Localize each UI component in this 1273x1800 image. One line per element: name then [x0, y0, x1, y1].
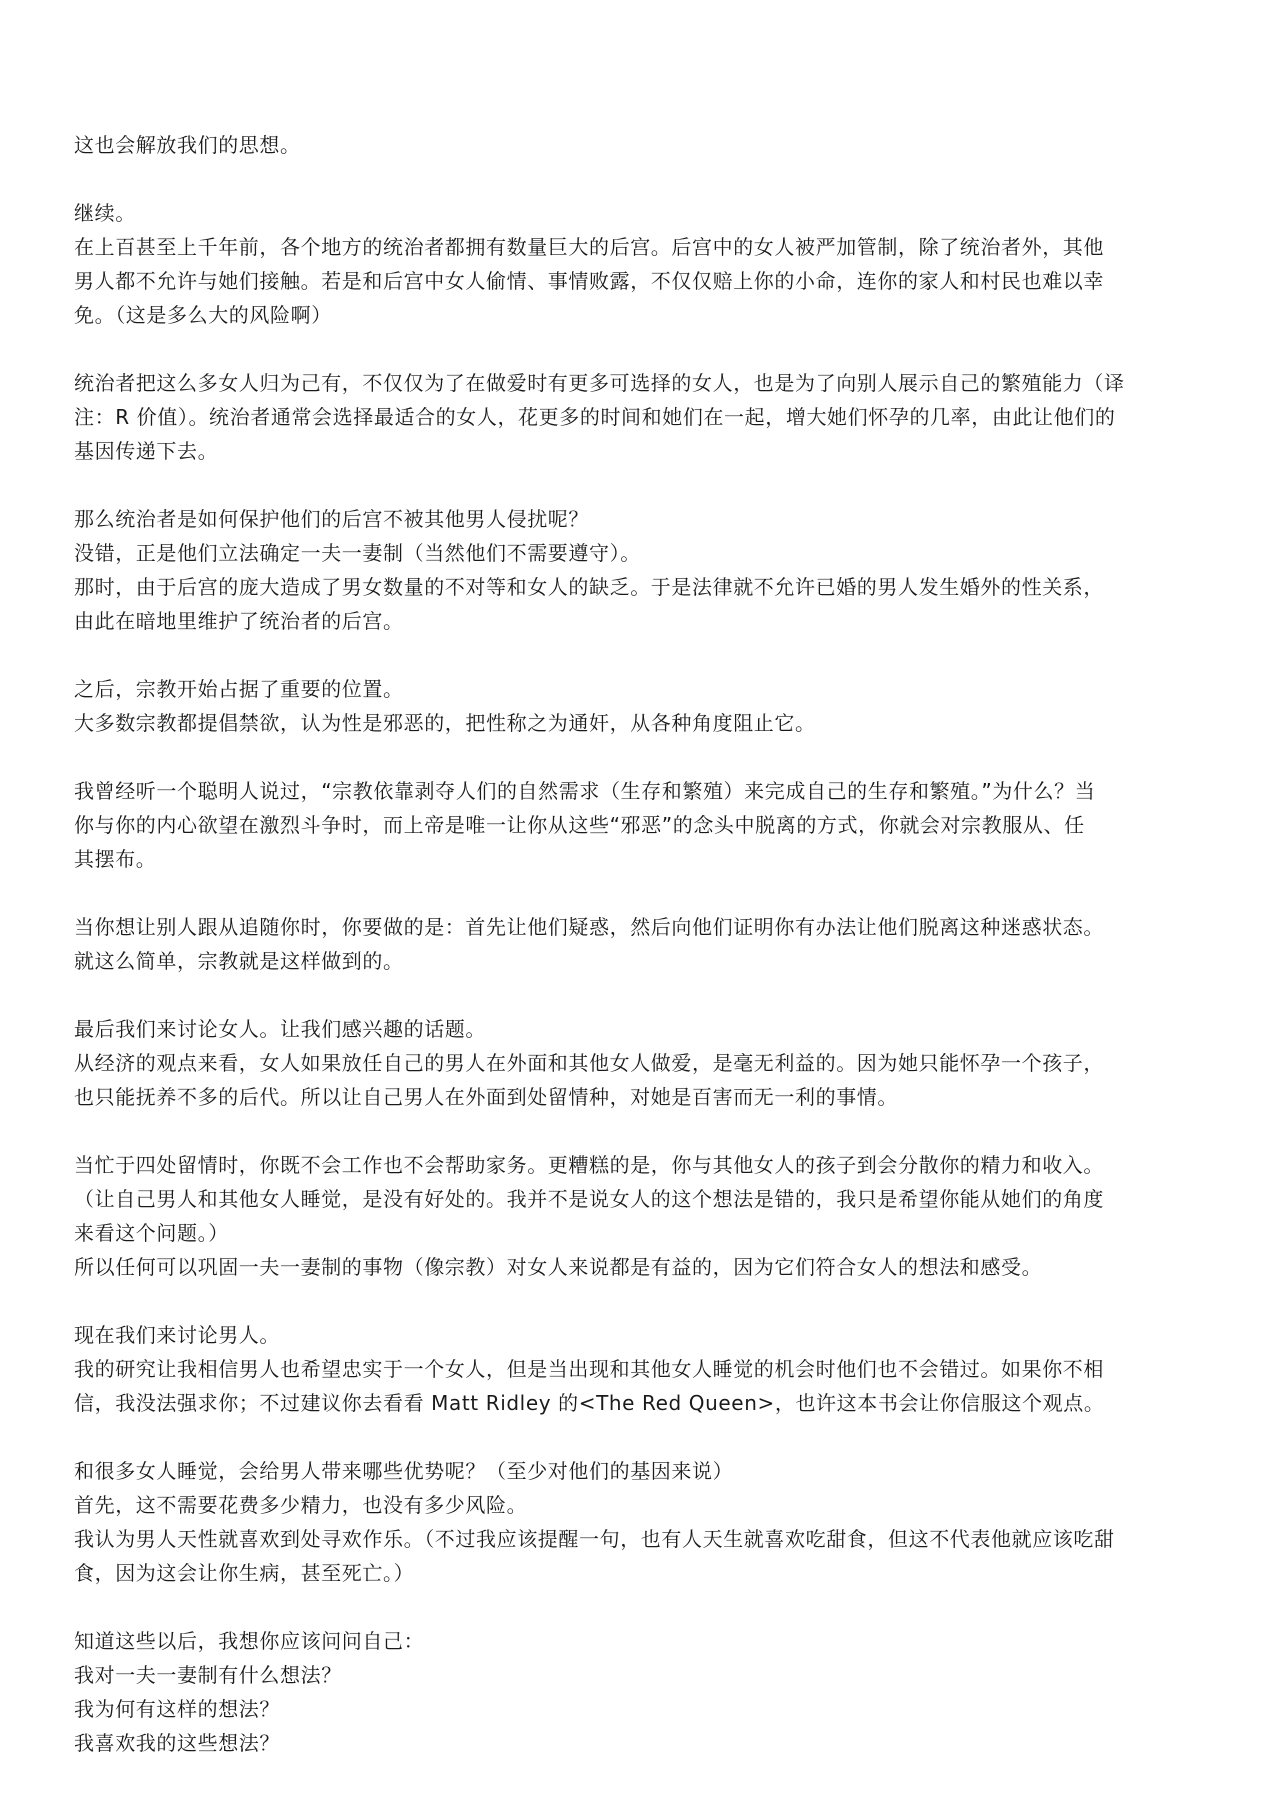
paragraph [74, 1454, 1204, 1590]
text-line: 食，因为这会让你生病，甚至死亡。） [74, 1561, 415, 1585]
text-line: 大多数宗教都提倡禁欲，认为性是邪恶的，把性称之为通奸，从各种角度阻止它。 [74, 711, 816, 735]
text-line: 也只能抚养不多的后代。所以让自己男人在外面到处留情种，对她是百害而无一利的事情。 [74, 1085, 898, 1109]
text-line: 知道这些以后，我想你应该问问自己： [74, 1629, 425, 1653]
text-line: 统治者把这么多女人归为己有，不仅仅为了在做爱时有更多可选择的女人，也是为了向别人展示自己的繁殖能力（译 [74, 371, 1125, 395]
paragraph [74, 196, 1204, 332]
text-line: 首先，这不需要花费多少精力，也没有多少风险。 [74, 1493, 528, 1517]
text-line: 和很多女人睡觉，会给男人带来哪些优势呢？（至少对他们的基因来说） [74, 1459, 734, 1483]
text-line: 最后我们来讨论女人。让我们感兴趣的话题。 [74, 1017, 486, 1041]
text-line: 现在我们来讨论男人。 [74, 1323, 280, 1347]
paragraph [74, 128, 1204, 162]
paragraph [74, 1012, 1204, 1114]
paragraph [74, 502, 1204, 638]
text-line: 在上百甚至上千年前，各个地方的统治者都拥有数量巨大的后宫。后宫中的女人被严加管制，除了统治者外，其他 [74, 235, 1104, 259]
paragraph [74, 366, 1204, 468]
text-line: 我喜欢我的这些想法？ [74, 1731, 280, 1755]
text-line: 我认为男人天性就喜欢到处寻欢作乐。（不过我应该提醒一句，也有人天生就喜欢吃甜食，但这不代表他就应该吃甜 [74, 1527, 1115, 1551]
text-line: 我对一夫一妻制有什么想法？ [74, 1663, 342, 1687]
text-line: 没错，正是他们立法确定一夫一妻制（当然他们不需要遵守）。 [74, 541, 641, 565]
text-line: 这也会解放我们的思想。 [74, 133, 301, 157]
text-line: 从经济的观点来看，女人如果放任自己的男人在外面和其他女人做爱，是毫无利益的。因为她只能怀孕一个孩子， [74, 1051, 1104, 1075]
text-line: 我的研究让我相信男人也希望忠实于一个女人，但是当出现和其他女人睡觉的机会时他们也不会错过。如果你不相 [74, 1357, 1104, 1381]
text-line: 男人都不允许与她们接触。若是和后宫中女人偷情、事情败露，不仅仅赔上你的小命，连你的家人和村民也难以幸 [74, 269, 1104, 293]
text-line: 继续。 [74, 201, 136, 225]
text-line: 所以任何可以巩固一夫一妻制的事物（像宗教）对女人来说都是有益的，因为它们符合女人的想法和感受。 [74, 1255, 1043, 1279]
text-line: 基因传递下去。 [74, 439, 219, 463]
text-line: 来看这个问题。） [74, 1221, 229, 1245]
text-line: 我曾经听一个聪明人说过，“宗教依靠剥夺人们的自然需求（生存和繁殖）来完成自己的生存和繁殖。”为什么？当 [74, 779, 1096, 803]
text-line: 由此在暗地里维护了统治者的后宫。 [74, 609, 404, 633]
text-line: 信，我没法强求你；不过建议你去看看 Matt Ridley 的<The Red Queen>，也许这本书会让你信服这个观点。 [74, 1391, 1105, 1415]
paragraph [74, 1148, 1204, 1284]
text-line: 就这么简单，宗教就是这样做到的。 [74, 949, 404, 973]
text-line: （让自己男人和其他女人睡觉，是没有好处的。我并不是说女人的这个想法是错的，我只是希望你能从她们的角度 [74, 1187, 1104, 1211]
text-line: 当你想让别人跟从追随你时，你要做的是：首先让他们疑惑，然后向他们证明你有办法让他们脱离这种迷惑状态。 [74, 915, 1104, 939]
paragraph [74, 910, 1204, 978]
text-line: 当忙于四处留情时，你既不会工作也不会帮助家务。更糟糕的是，你与其他女人的孩子到会分散你的精力和收入。 [74, 1153, 1104, 1177]
text-line: 其摆布。 [74, 847, 157, 871]
paragraph [74, 1318, 1204, 1420]
text-line: 我为何有这样的想法？ [74, 1697, 280, 1721]
text-line: 之后，宗教开始占据了重要的位置。 [74, 677, 404, 701]
text-line: 免。（这是多么大的风险啊） [74, 303, 332, 327]
document-body [74, 128, 1204, 1794]
paragraph [74, 774, 1204, 876]
text-line: 注：R 价值）。统治者通常会选择最适合的女人，花更多的时间和她们在一起，增大她们怀孕的几率，由此让他们的 [74, 405, 1116, 429]
text-line: 那么统治者是如何保护他们的后宫不被其他男人侵扰呢？ [74, 507, 589, 531]
text-line: 那时，由于后宫的庞大造成了男女数量的不对等和女人的缺乏。于是法律就不允许已婚的男人发生婚外的性关系， [74, 575, 1104, 599]
paragraph [74, 672, 1204, 740]
paragraph [74, 1624, 1204, 1760]
text-line: 你与你的内心欲望在激烈斗争时，而上帝是唯一让你从这些“邪恶”的念头中脱离的方式，你就会对宗教服从、任 [74, 813, 1085, 837]
